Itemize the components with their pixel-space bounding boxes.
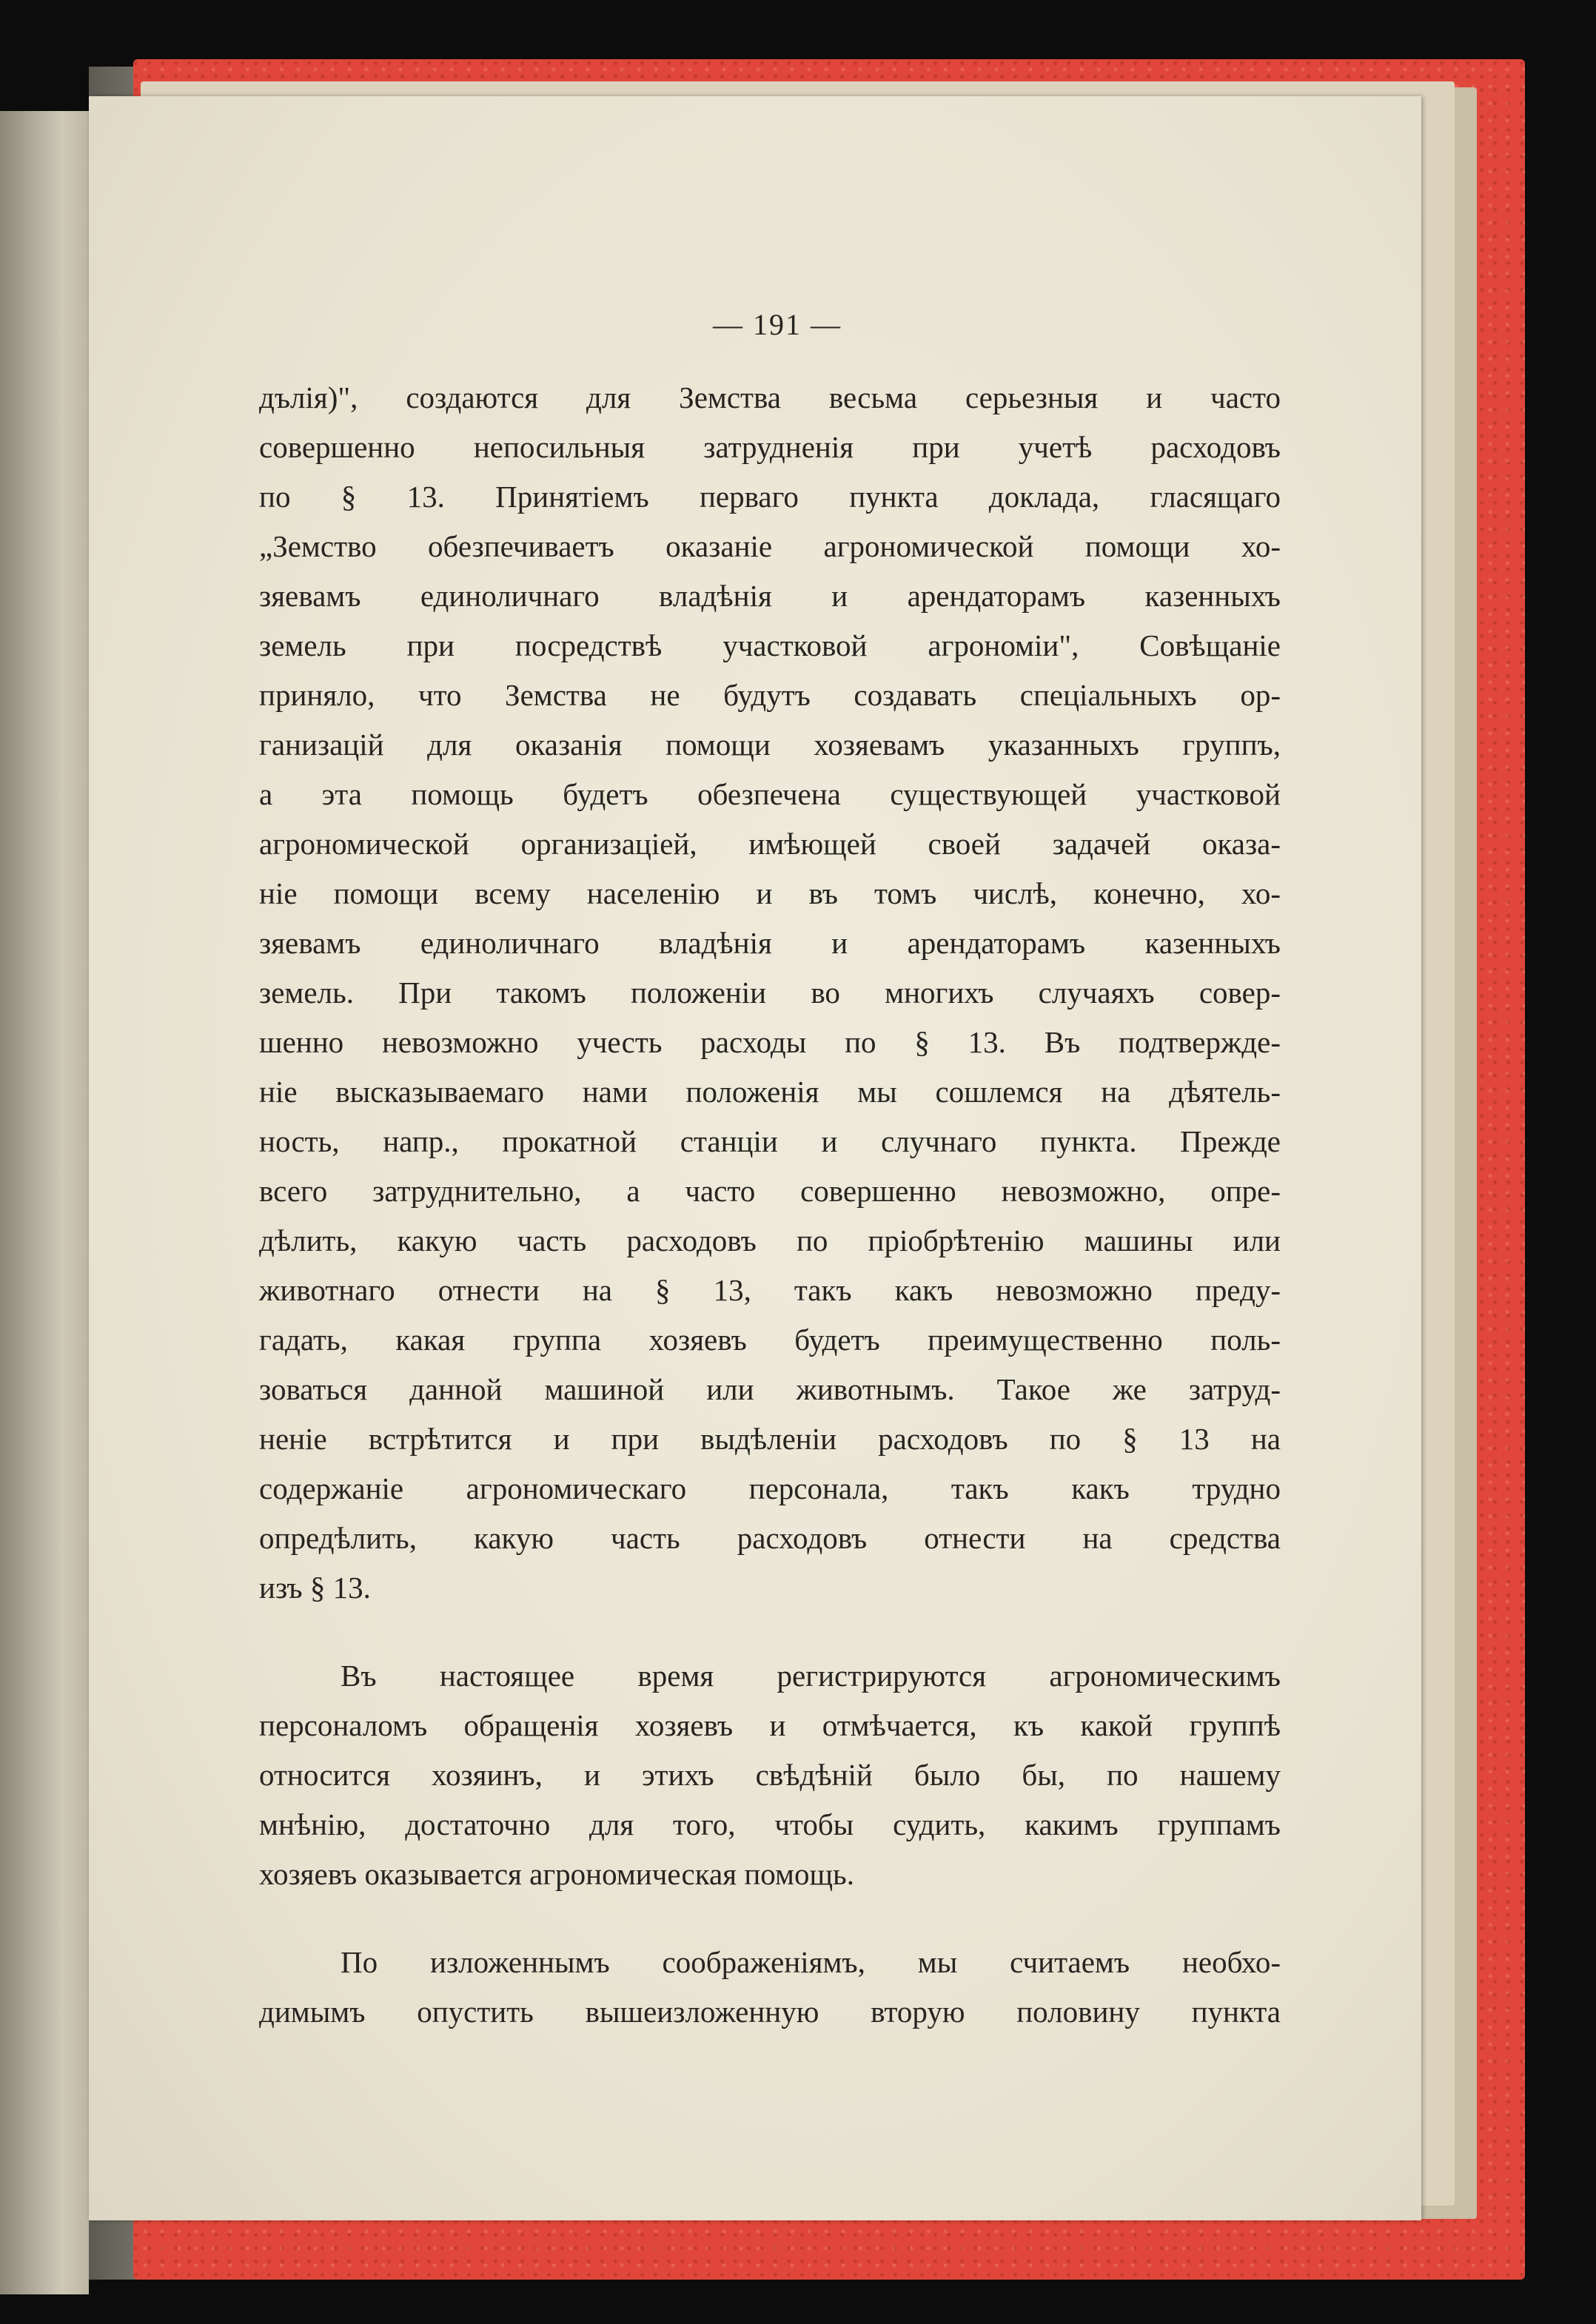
text-line: ганизацій для оказанія помощи хозяевамъ указанныхъ группъ, [259, 728, 1281, 762]
text-line: относится хозяинъ, и этихъ свѣдѣній было бы, по нашему [259, 1758, 1281, 1792]
text-line: ніе высказываемаго нами положенія мы сошлемся на дѣятель- [259, 1075, 1281, 1109]
text-line: ность, напр., прокатной станціи и случнаго пункта. Прежде [259, 1124, 1281, 1158]
paragraph-3 [259, 1938, 1281, 2037]
book-page [89, 96, 1421, 2220]
text-line: по § 13. Принятіемъ перваго пункта доклада, гласящаго [259, 480, 1281, 514]
text-line: неніе встрѣтится и при выдѣленіи расходовъ по § 13 на [259, 1422, 1281, 1456]
text-line: хозяевъ оказывается агрономическая помощь. [259, 1857, 854, 1891]
text-line: мнѣнію, достаточно для того, чтобы судить, какимъ группамъ [259, 1807, 1281, 1841]
paragraph-gap [259, 1899, 1281, 1938]
paragraph-gap [259, 1613, 1281, 1651]
text-line: всего затруднительно, а часто совершенно невозможно, опре- [259, 1174, 1281, 1208]
text-line: персоналомъ обращенія хозяевъ и отмѣчается, къ какой группѣ [259, 1708, 1281, 1742]
text-line: зоваться данной машиной или животнымъ. Такое же затруд- [259, 1372, 1281, 1406]
page-number: — 191 — [713, 308, 842, 341]
text-line: агрономической организаціей, имѣющей своей задачей оказа- [259, 827, 1281, 861]
text-line: зяевамъ единоличнаго владѣнія и арендаторамъ казенныхъ [259, 926, 1281, 960]
text-line: земель при посредствѣ участковой агрономіи", Совѣщаніе [259, 628, 1281, 662]
text-line: шенно невозможно учесть расходы по § 13. Въ подтвержде- [259, 1025, 1281, 1059]
text-line: опредѣлить, какую часть расходовъ отнести на средства [259, 1521, 1281, 1555]
text-line: совершенно непосильныя затрудненія при учетѣ расходовъ [259, 430, 1281, 464]
left-page-edge [0, 111, 89, 2294]
text-line: содержаніе агрономическаго персонала, такъ какъ трудно [259, 1471, 1281, 1505]
text-line: По изложеннымъ соображеніямъ, мы считаемъ необхо- [341, 1945, 1281, 1979]
text-line: а эта помощь будетъ обезпечена существующей участковой [259, 777, 1281, 811]
text-line: Въ настоящее время регистрируются агрономическимъ [341, 1659, 1281, 1693]
paragraph-2 [259, 1651, 1281, 1899]
text-line: дѣлить, какую часть расходовъ по пріобрѣтенію машины или [259, 1223, 1281, 1257]
text-line: животнаго отнести на § 13, такъ какъ невозможно преду- [259, 1273, 1281, 1307]
text-line: зяевамъ единоличнаго владѣнія и арендаторамъ казенныхъ [259, 579, 1281, 613]
text-line: изъ § 13. [259, 1571, 371, 1605]
text-line: дълія)", создаются для Земства весьма серьезныя и часто [259, 380, 1281, 414]
page-text [259, 307, 1281, 2037]
text-line: димымъ опустить вышеизложенную вторую половину пункта [259, 1995, 1281, 2029]
text-line: земель. При такомъ положеніи во многихъ случаяхъ совер- [259, 975, 1281, 1010]
text-line: „Земство обезпечиваетъ оказаніе агрономической помощи хо- [259, 529, 1281, 563]
text-line: ніе помощи всему населенію и въ томъ числѣ, конечно, хо- [259, 876, 1281, 910]
text-line: гадать, какая группа хозяевъ будетъ преимущественно поль- [259, 1323, 1281, 1357]
text-line: приняло, что Земства не будутъ создавать спеціальныхъ ор- [259, 678, 1281, 712]
paragraph-1 [259, 373, 1281, 1613]
